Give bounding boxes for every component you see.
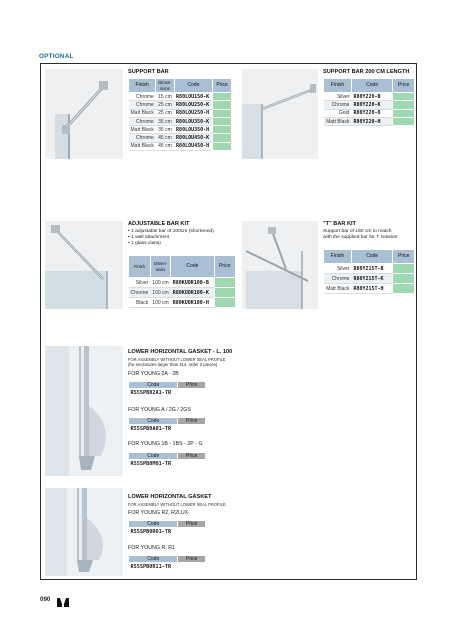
support-bar-table	[128, 78, 232, 151]
gasket-100-group-2-label: FOR YOUNG A / 2G / 2GS	[128, 407, 191, 413]
gasket-100-group-1-label: FOR YOUNG 2A - 2B	[128, 371, 179, 377]
t-bar-table	[323, 249, 415, 294]
price-cell	[393, 93, 415, 101]
header-finish: Finish	[324, 250, 352, 264]
header-finish: Finish	[324, 79, 352, 93]
support-bar-200-title: SUPPORT BAR 200 CM LENGTH	[323, 69, 410, 75]
price-cell	[393, 109, 415, 117]
header-dimensions: Dimen-sions	[156, 79, 174, 93]
t-bar-desc-2: with the supplied bar for T solution	[323, 235, 398, 240]
gasket-100-group-3-label: FOR YOUNG 1B - 1BS - 2P - G	[128, 441, 203, 447]
table-row: R55SPB02A1-TR	[130, 389, 172, 396]
price-cell	[393, 264, 415, 274]
price-cell	[214, 288, 235, 298]
header-code: Code	[171, 256, 214, 278]
t-bar-title: "T" BAR KIT	[323, 221, 356, 227]
table-row: Matt Black 25 cm R80LOU250-H	[129, 109, 232, 117]
gasket-100-title: LOWER HORIZONTAL GASKET - L. 100	[128, 349, 233, 355]
section-title: OPTIONAL	[39, 53, 74, 60]
gasket-100-group-1-table: Code Price R55SPB02A1-TR	[128, 381, 206, 397]
table-row: Chrome R80Y215T-K	[324, 274, 415, 284]
price-cell	[213, 101, 232, 109]
t-bar-image	[242, 221, 318, 309]
gasket-100-image	[45, 346, 123, 476]
header-finish: Finish	[129, 79, 156, 93]
header-dimensions: Dimen-sions	[150, 256, 170, 278]
price-cell	[214, 298, 235, 308]
brand-logo-icon	[57, 594, 69, 603]
support-bar-200-table	[323, 78, 415, 126]
table-row: R55SPB0R11-TR	[130, 563, 172, 570]
price-cell	[213, 126, 232, 134]
table-row: Chrome 15 cm R80LOU150-K	[129, 93, 232, 101]
page-number: 090	[40, 596, 51, 603]
header-finish: Finish	[129, 256, 151, 278]
header-code: Code	[351, 79, 392, 93]
gasket-100-note-1: FOR ASSEMBLY WITHOUT LOWER SEAL PROFILE	[128, 357, 226, 362]
t-bar-desc-1: Support bar of 150 cm to match	[323, 229, 392, 234]
header-code: Code	[174, 79, 213, 93]
price-cell	[213, 117, 232, 125]
price-cell	[214, 278, 235, 288]
price-cell	[213, 109, 232, 117]
adjustable-bar-table	[128, 255, 236, 308]
header-price: Price	[393, 79, 415, 93]
gasket-group-1-table: Code Price R55SPB0R01-TR	[128, 520, 206, 536]
gasket-image	[45, 488, 123, 576]
adjustable-bar-bullet-3: • 1 glass clamp	[128, 241, 161, 246]
table-row: Chrome 45 cm R80LOU450-K	[129, 134, 232, 142]
gasket-group-1-label: FOR YOUNG R2, R2LUX	[128, 510, 189, 516]
price-cell	[393, 274, 415, 284]
adjustable-bar-image	[45, 221, 123, 309]
table-row: Chrome 100 cm R80KUOR100-K	[129, 288, 236, 298]
adjustable-bar-bullet-1: • 1 adjustable bar of 100cm (shortened)	[128, 229, 214, 234]
table-row: Matt Black R80Y220-H	[324, 117, 415, 125]
gasket-group-2-table: Code Price R55SPB0R11-TR	[128, 555, 206, 571]
adjustable-bar-title: ADJUSTABLE BAR KIT	[128, 221, 190, 227]
header-price: Price	[393, 250, 415, 264]
support-bar-title: SUPPORT BAR	[128, 69, 169, 75]
gasket-group-2-label: FOR YOUNG R, R1	[128, 545, 175, 551]
table-row: Matt Black 45 cm R80LOU450-H	[129, 142, 232, 150]
table-row: Chrome 25 cm R80LOU250-K	[129, 101, 232, 109]
adjustable-bar-bullet-2: • 1 wall attachment	[128, 235, 170, 240]
support-bar-200-image	[242, 69, 318, 159]
price-cell	[213, 93, 232, 101]
price-cell	[393, 284, 415, 294]
table-row: Gold R80Y220-O	[324, 109, 415, 117]
price-cell	[393, 101, 415, 109]
price-cell	[213, 134, 232, 142]
gasket-100-group-3-table: Code Price R55SPB0M01-TR	[128, 452, 206, 468]
gasket-note-1: FOR ASSEMBLY WITHOUT LOWER SEAL PROFILE	[128, 502, 226, 507]
support-bar-image	[45, 69, 123, 159]
table-row: R55SPB0R01-TR	[130, 528, 172, 535]
table-row: Silver 100 cm R80KUOR100-B	[129, 278, 236, 288]
gasket-100-note-2: (for enclosures larger than 114, order 2 pieces)	[128, 362, 218, 367]
table-row: Silver R80Y220-B	[324, 93, 415, 101]
table-row: Chrome 35 cm R80LOU350-K	[129, 117, 232, 125]
price-cell	[393, 117, 415, 125]
table-row: Matt Black 35 cm R80LOU350-H	[129, 126, 232, 134]
table-row: Silver R80Y215T-B	[324, 264, 415, 274]
gasket-title: LOWER HORIZONTAL GASKET	[128, 494, 212, 500]
table-row: R55SPB0A01-TR	[130, 425, 172, 432]
table-row: Black 100 cm R80KUOR100-H	[129, 298, 236, 308]
table-row: Matt Black R80Y215T-H	[324, 284, 415, 294]
header-price: Price	[214, 256, 235, 278]
table-row: R55SPB0M01-TR	[130, 460, 172, 467]
table-row: Chrome R80Y220-K	[324, 101, 415, 109]
gasket-100-group-2-table: Code Price R55SPB0A01-TR	[128, 417, 206, 433]
header-price: Price	[213, 79, 232, 93]
header-code: Code	[351, 250, 392, 264]
price-cell	[213, 142, 232, 150]
